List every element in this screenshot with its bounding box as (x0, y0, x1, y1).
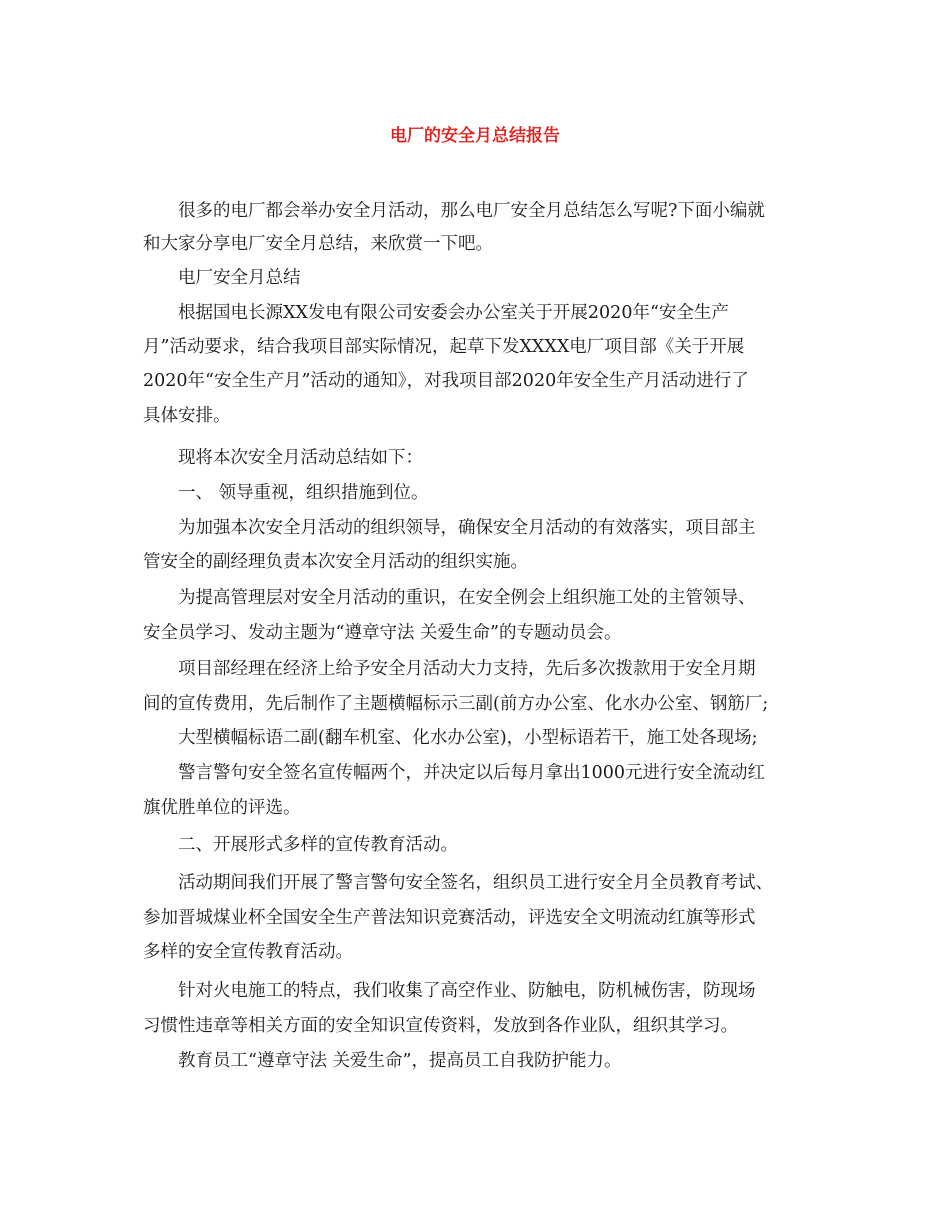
paragraph-line: 针对火电施工的特点，我们收集了高空作业、防触电，防机械伤害，防现场 (178, 981, 756, 1001)
paragraph-line: 习惯性违章等相关方面的安全知识宣传资料，发放到各作业队，组织其学习。 (143, 1016, 738, 1036)
section-heading-1: 一、 领导重视，组织措施到位。 (178, 483, 429, 503)
paragraph-line: 间的宣传费用，先后制作了主题横幅标示三副(前方办公室、化水办公室、钢筋厂; (143, 694, 769, 714)
paragraph-line: 月”活动要求，结合我项目部实际情况，起草下发XXXX电厂项目部《关于开展 (143, 337, 745, 357)
paragraph-line: 安全员学习、发动主题为“遵章守法 关爱生命”的专题动员会。 (143, 623, 622, 643)
paragraph-line: 参加晋城煤业杯全国安全生产普法知识竞赛活动，评选安全文明流动红旗等形式 (143, 908, 756, 928)
paragraph-line: 活动期间我们开展了警言警句安全签名，组织员工进行安全月全员教育考试、 (178, 873, 773, 893)
paragraph-line: 为加强本次安全月活动的组织领导，确保安全月活动的有效落实，项目部主 (178, 518, 756, 538)
paragraph-line: 管安全的副经理负责本次安全月活动的组织实施。 (143, 552, 528, 572)
paragraph-line: 为提高管理层对安全月活动的重识，在安全例会上组织施工处的主管领导、 (178, 588, 756, 608)
paragraph-line: 多样的安全宣传教育活动。 (143, 942, 353, 962)
paragraph-line: 具体安排。 (143, 406, 231, 426)
paragraph-line: 很多的电厂都会举办安全月活动，那么电厂安全月总结怎么写呢?下面小编就 (178, 201, 765, 221)
paragraph-line: 大型横幅标语二副(翻车机室、化水办公室)，小型标语若干，施工处各现场; (178, 728, 758, 748)
paragraph-line: 教育员工“遵章守法 关爱生命”，提高员工自我防护能力。 (178, 1051, 622, 1071)
document-title: 电厂的安全月总结报告 (390, 126, 560, 146)
paragraph-line: 电厂安全月总结 (178, 268, 301, 288)
paragraph-line: 旗优胜单位的评选。 (143, 798, 301, 818)
paragraph-line: 根据国电长源XX发电有限公司安委会办公室关于开展2020年“安全生产 (178, 303, 729, 323)
paragraph-line: 现将本次安全月活动总结如下： (178, 448, 423, 468)
paragraph-line: 和大家分享电厂安全月总结，来欣赏一下吧。 (143, 234, 493, 254)
paragraph-line: 2020年“安全生产月”活动的通知》，对我项目部2020年安全生产月活动进行了 (143, 371, 749, 391)
paragraph-line: 项目部经理在经济上给予安全月活动大力支持，先后多次拨款用于安全月期 (178, 659, 756, 679)
paragraph-line: 警言警句安全签名宣传幅两个，并决定以后每月拿出1000元进行安全流动红 (178, 763, 766, 783)
section-heading-2: 二、开展形式多样的宣传教育活动。 (178, 835, 458, 855)
